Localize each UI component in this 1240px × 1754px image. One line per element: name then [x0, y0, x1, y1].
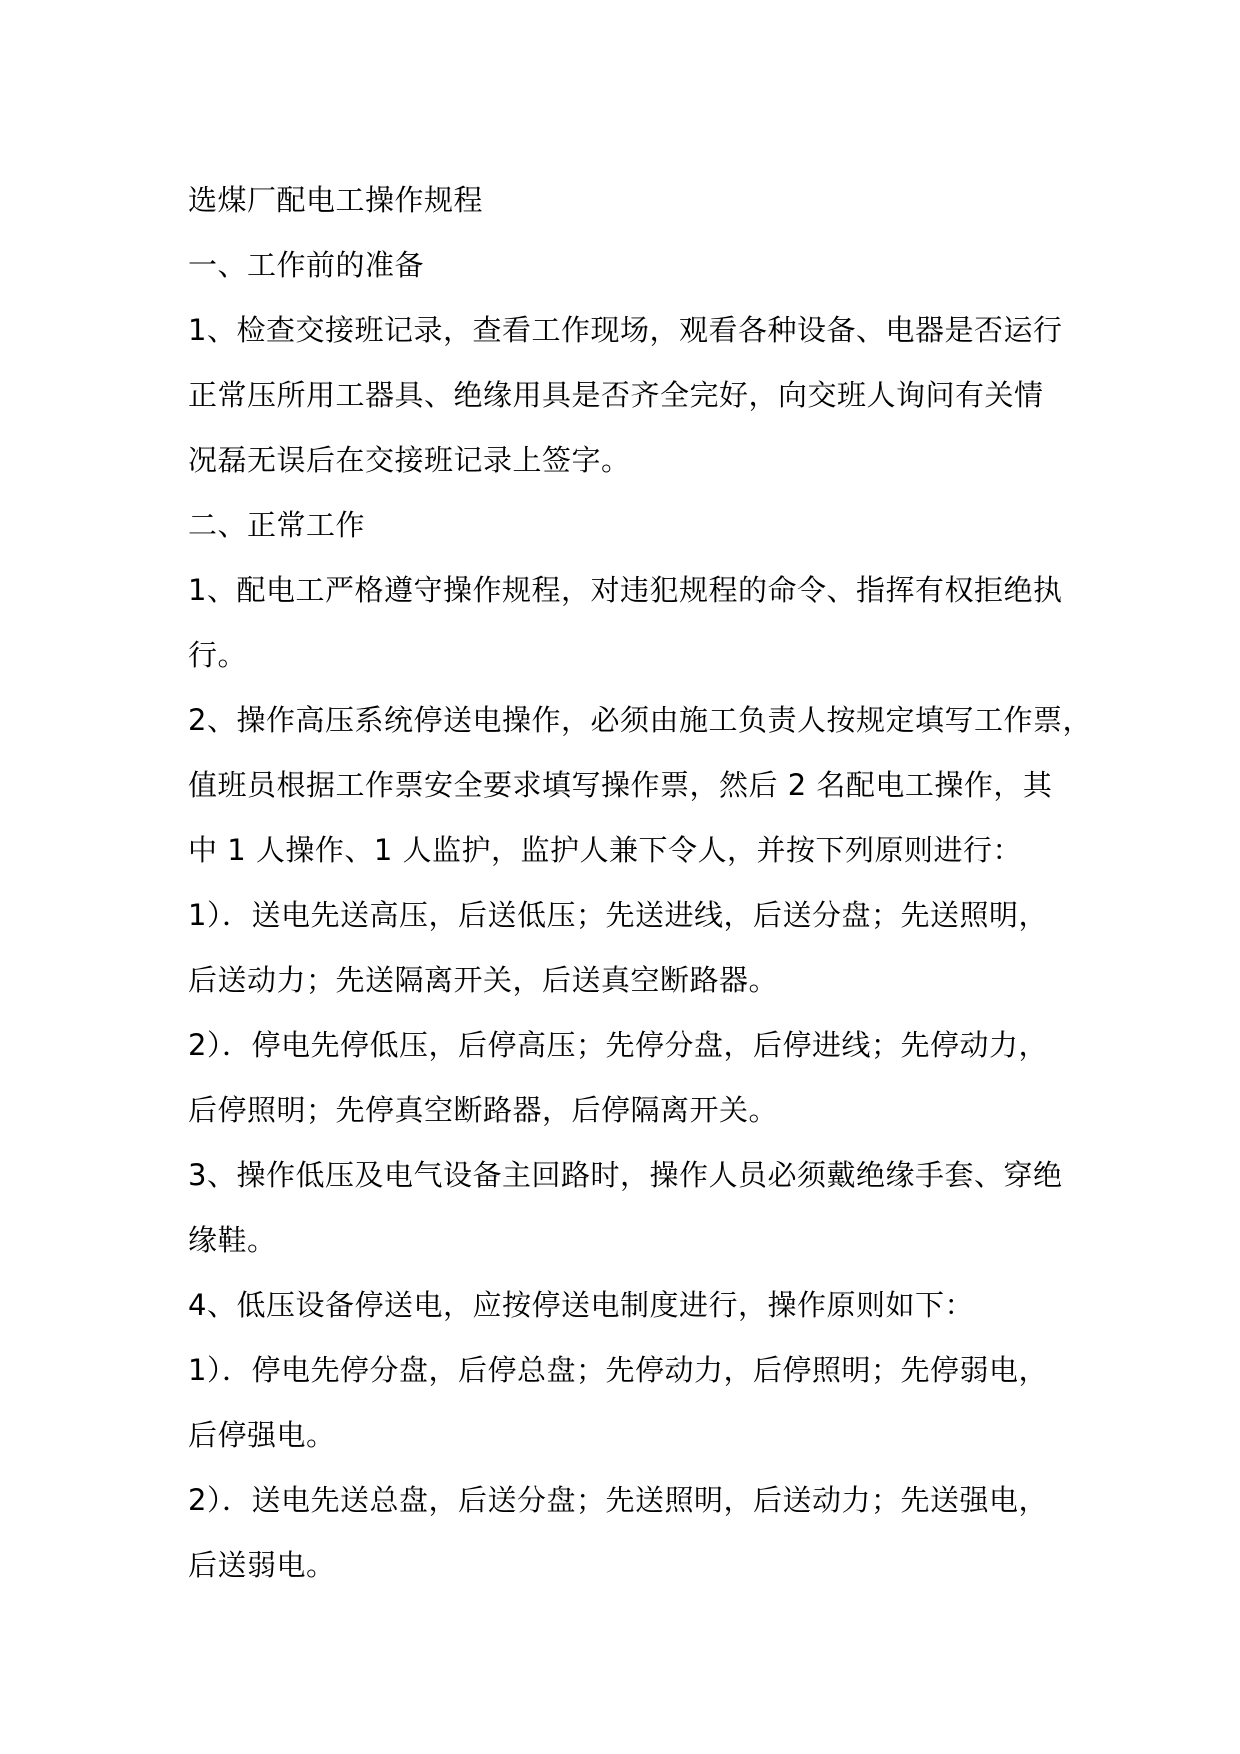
paragraph-line: 2）．送电先送总盘，后送分盘；先送照明，后送动力；先送强电，: [188, 1483, 1048, 1517]
paragraph-line: 缘鞋。: [188, 1223, 277, 1257]
paragraph-line: 后停照明；先停真空断路器，后停隔离开关。: [188, 1093, 779, 1127]
paragraph-line: 3、操作低压及电气设备主回路时，操作人员必须戴绝缘手套、穿绝: [188, 1158, 1063, 1192]
paragraph-line: 况磊无误后在交接班记录上签字。: [188, 443, 631, 477]
section-heading: 一、工作前的准备: [188, 248, 425, 282]
paragraph-line: 2、操作高压系统停送电操作，必须由施工负责人按规定填写工作票，: [188, 703, 1092, 737]
paragraph-line: 1、检查交接班记录，查看工作现场，观看各种设备、电器是否运行: [188, 313, 1063, 347]
paragraph-line: 行。: [188, 638, 248, 672]
paragraph-line: 正常压所用工器具、绝缘用具是否齐全完好，向交班人询问有关情: [188, 378, 1044, 412]
paragraph-line: 后送动力；先送隔离开关，后送真空断路器。: [188, 963, 779, 997]
section-heading: 二、正常工作: [188, 508, 366, 542]
paragraph-line: 4、低压设备停送电，应按停送电制度进行，操作原则如下：: [188, 1288, 974, 1322]
document-body: [188, 168, 1092, 1598]
paragraph-line: 值班员根据工作票安全要求填写操作票，然后 2 名配电工操作，其: [188, 768, 1053, 802]
paragraph-line: 后停强电。: [188, 1418, 336, 1452]
paragraph-line: 1、配电工严格遵守操作规程，对违犯规程的命令、指挥有权拒绝执: [188, 573, 1063, 607]
paragraph-line: 中 1 人操作、1 人监护，监护人兼下令人，并按下列原则进行：: [188, 833, 1023, 867]
paragraph-line: 2）．停电先停低压，后停高压；先停分盘，后停进线；先停动力，: [188, 1028, 1048, 1062]
document-title: 选煤厂配电工操作规程: [188, 183, 484, 217]
paragraph-line: 1）．送电先送高压，后送低压；先送进线，后送分盘；先送照明，: [188, 898, 1048, 932]
paragraph-line: 后送弱电。: [188, 1548, 336, 1582]
paragraph-line: 1）．停电先停分盘，后停总盘；先停动力，后停照明；先停弱电，: [188, 1353, 1048, 1387]
